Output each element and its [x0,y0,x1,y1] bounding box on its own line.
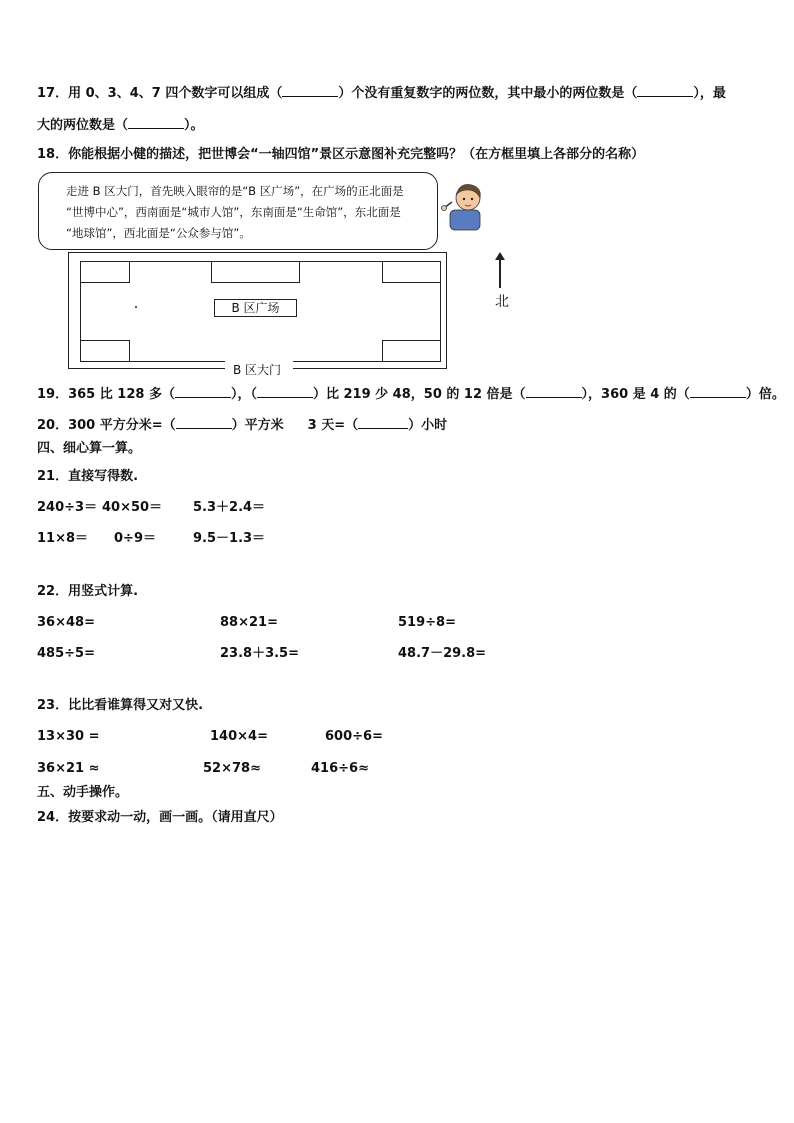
q20-text-b: ）平方米 [231,418,284,433]
q22-item: 485÷5= [37,646,95,661]
q17-text-c: ），最 [693,86,726,101]
q22-item: 48.7－29.8= [398,646,487,661]
q17-text-e: ）。 [184,118,204,133]
q23-item: 13×30 = [37,729,100,744]
q21-item: 0÷9＝ [114,531,156,546]
q23-item: 416÷6≈ [311,761,369,776]
gate-label: B 区大门 [233,363,282,377]
q21-item: 9.5－1.3＝ [193,531,266,546]
q17-text-d: 大的两位数是（ [37,118,129,133]
north-arrow-line [499,256,501,288]
q19-text-b: ），（ [230,387,257,402]
q17-line-2 [37,116,204,134]
q21-title: 21．直接写得数. [37,469,139,484]
q19-blank-3[interactable] [526,385,582,398]
q20-blank-2[interactable] [358,416,408,429]
q19-line [37,385,785,403]
q19-text-a: 19．365 比 128 多（ [37,387,175,402]
map-box-southwest[interactable] [80,340,130,362]
q21-item: 5.3＋2.4＝ [193,500,266,515]
q20-text-a: 20．300 平方分米=（ [37,418,176,433]
q22-item: 36×48= [37,615,95,630]
q21-item: 40×50＝ [102,500,163,515]
q23-item: 140×4= [210,729,268,744]
q19-text-d: ），360 是 4 的（ [581,387,690,402]
q19-text-c: ）比 219 少 48，50 的 12 倍是（ [312,387,526,402]
q23-item: 52×78≈ [203,761,261,776]
q22-item: 23.8＋3.5= [220,646,299,661]
q20-text-c: 3 天=（ [307,418,359,433]
q17-line-1 [37,84,726,102]
q24-title: 24．按要求动一动，画一画。（请用直尺） [37,810,283,825]
q17-text-a: 17．用 0、3、4、7 四个数字可以组成（ [37,86,283,101]
q22-title: 22．用竖式计算. [37,584,139,599]
q22-item: 88×21= [220,615,278,630]
map-box-northeast[interactable] [382,261,441,283]
map-dot [135,306,137,308]
q20-blank-1[interactable] [176,416,232,429]
q20-text-d: ）小时 [408,418,448,433]
q23-title: 23．比比看谁算得又对又快. [37,698,204,713]
q21-item: 11×8＝ [37,531,89,546]
q19-blank-2[interactable] [257,385,313,398]
map-box-southeast[interactable] [382,340,441,362]
q17-blank-count[interactable] [282,84,338,97]
q19-text-e: ）倍。 [745,387,785,402]
q17-text-b: ）个没有重复数字的两位数，其中最小的两位数是（ [338,86,638,101]
speech-bubble-text: 走进 B 区大门，首先映入眼帘的是“B 区广场”，在广场的正北面是 “世博中心”，西南面是“城市人馆”，东南面是“生命馆”，东北面是 “地球馆”，西北面是“公众参与馆”。 [66,184,404,240]
plaza-label: B 区广场 [231,301,280,315]
q22-item: 519÷8= [398,615,456,630]
q18-question: 18．你能根据小健的描述，把世博会“一轴四馆”景区示意图补充完整吗？（在方框里填上各部分的名称） [37,147,645,162]
q20-line [37,416,447,434]
north-label: 北 [495,294,509,310]
q17-blank-min[interactable] [637,84,693,97]
q23-item: 36×21 ≈ [37,761,100,776]
map-box-north-center[interactable] [211,261,300,283]
q19-blank-4[interactable] [690,385,746,398]
q23-item: 600÷6= [325,729,383,744]
section-5-heading: 五、动手操作。 [37,785,129,800]
section-4-heading: 四、细心算一算。 [37,441,142,456]
plaza-box [214,299,297,317]
q21-item: 240÷3＝ [37,500,98,515]
q19-blank-1[interactable] [175,385,231,398]
boy-illustration [440,180,490,232]
q17-blank-max[interactable] [128,116,184,129]
map-box-northwest[interactable] [80,261,130,283]
